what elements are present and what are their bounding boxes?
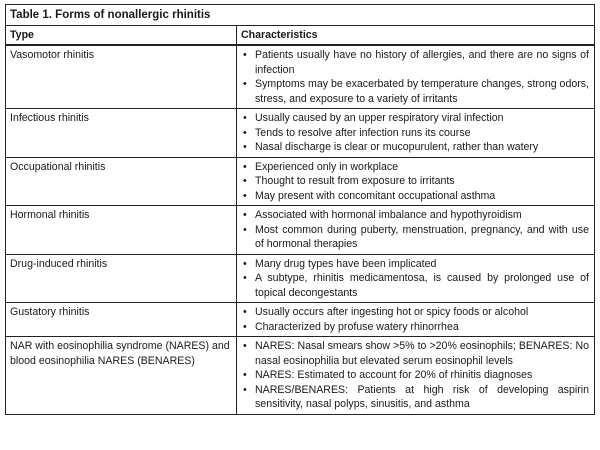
list-item: • Tends to resolve after infection runs its course xyxy=(241,126,589,141)
table-row xyxy=(6,46,594,109)
table-row xyxy=(6,303,594,337)
characteristics-cell xyxy=(237,158,594,206)
characteristics-list xyxy=(241,339,589,412)
characteristics-cell xyxy=(237,255,594,303)
list-item: • Nasal discharge is clear or mucopurulent, rather than watery xyxy=(241,140,589,155)
list-item: • A subtype, rhinitis medicamentosa, is caused by prolonged use of topical decongestants xyxy=(241,271,589,300)
table-header-row xyxy=(6,26,594,46)
list-item: • Associated with hormonal imbalance and hypothyroidism xyxy=(241,208,589,223)
table-row xyxy=(6,255,594,304)
characteristics-cell xyxy=(237,206,594,254)
list-item: • Experienced only in workplace xyxy=(241,160,589,175)
table-caption: Table 1. Forms of nonallergic rhinitis xyxy=(6,5,594,26)
list-item: • May present with concomitant occupational asthma xyxy=(241,189,589,204)
type-cell: Drug-induced rhinitis xyxy=(6,255,237,303)
table-row xyxy=(6,109,594,158)
header-type: Type xyxy=(6,26,237,44)
characteristics-list xyxy=(241,257,589,301)
characteristics-list xyxy=(241,111,589,155)
list-item: • Most common during puberty, menstruation, pregnancy, and with use of hormonal therapies xyxy=(241,223,589,252)
type-cell xyxy=(6,337,237,414)
characteristics-list xyxy=(241,208,589,252)
list-item: • Many drug types have been implicated xyxy=(241,257,589,272)
list-item: • NARES: Nasal smears show >5% to >20% eosinophils; BENARES: No nasal eosinophilia but elevated serum eosinophil levels xyxy=(241,339,589,368)
type-cell: Hormonal rhinitis xyxy=(6,206,237,254)
header-characteristics: Characteristics xyxy=(241,29,318,41)
characteristics-list xyxy=(241,160,589,204)
characteristics-cell xyxy=(237,337,594,414)
list-item: • Usually occurs after ingesting hot or spicy foods or alcohol xyxy=(241,305,589,320)
list-item: • NARES/BENARES: Patients at high risk of developing aspirin sensitivity, nasal polyps, sinusitis, and asthma xyxy=(241,383,589,412)
list-item: • Characterized by profuse watery rhinorrhea xyxy=(241,320,589,335)
characteristics-cell xyxy=(237,46,594,108)
characteristics-cell xyxy=(237,303,594,336)
table-row xyxy=(6,206,594,255)
table-row xyxy=(6,337,594,414)
table-row xyxy=(6,158,594,207)
type-cell: Vasomotor rhinitis xyxy=(6,46,237,108)
list-item: • Symptoms may be exacerbated by temperature changes, strong odors, stress, and exposure to a variety of irritants xyxy=(241,77,589,106)
type-cell: Occupational rhinitis xyxy=(6,158,237,206)
characteristics-cell xyxy=(237,109,594,157)
type-cell: Gustatory rhinitis xyxy=(6,303,237,336)
list-item: • Patients usually have no history of allergies, and there are no signs of infection xyxy=(241,48,589,77)
characteristics-list xyxy=(241,305,589,334)
type-cell: Infectious rhinitis xyxy=(6,109,237,157)
list-item: • NARES: Estimated to account for 20% of rhinitis diagnoses xyxy=(241,368,589,383)
rhinitis-table xyxy=(5,4,595,415)
list-item: • Usually caused by an upper respiratory viral infection xyxy=(241,111,589,126)
type-text: NAR with eosinophilia syndrome (NARES) and blood eosinophilia NARES (BENARES) xyxy=(10,340,230,367)
list-item: • Thought to result from exposure to irritants xyxy=(241,174,589,189)
characteristics-list xyxy=(241,48,589,106)
